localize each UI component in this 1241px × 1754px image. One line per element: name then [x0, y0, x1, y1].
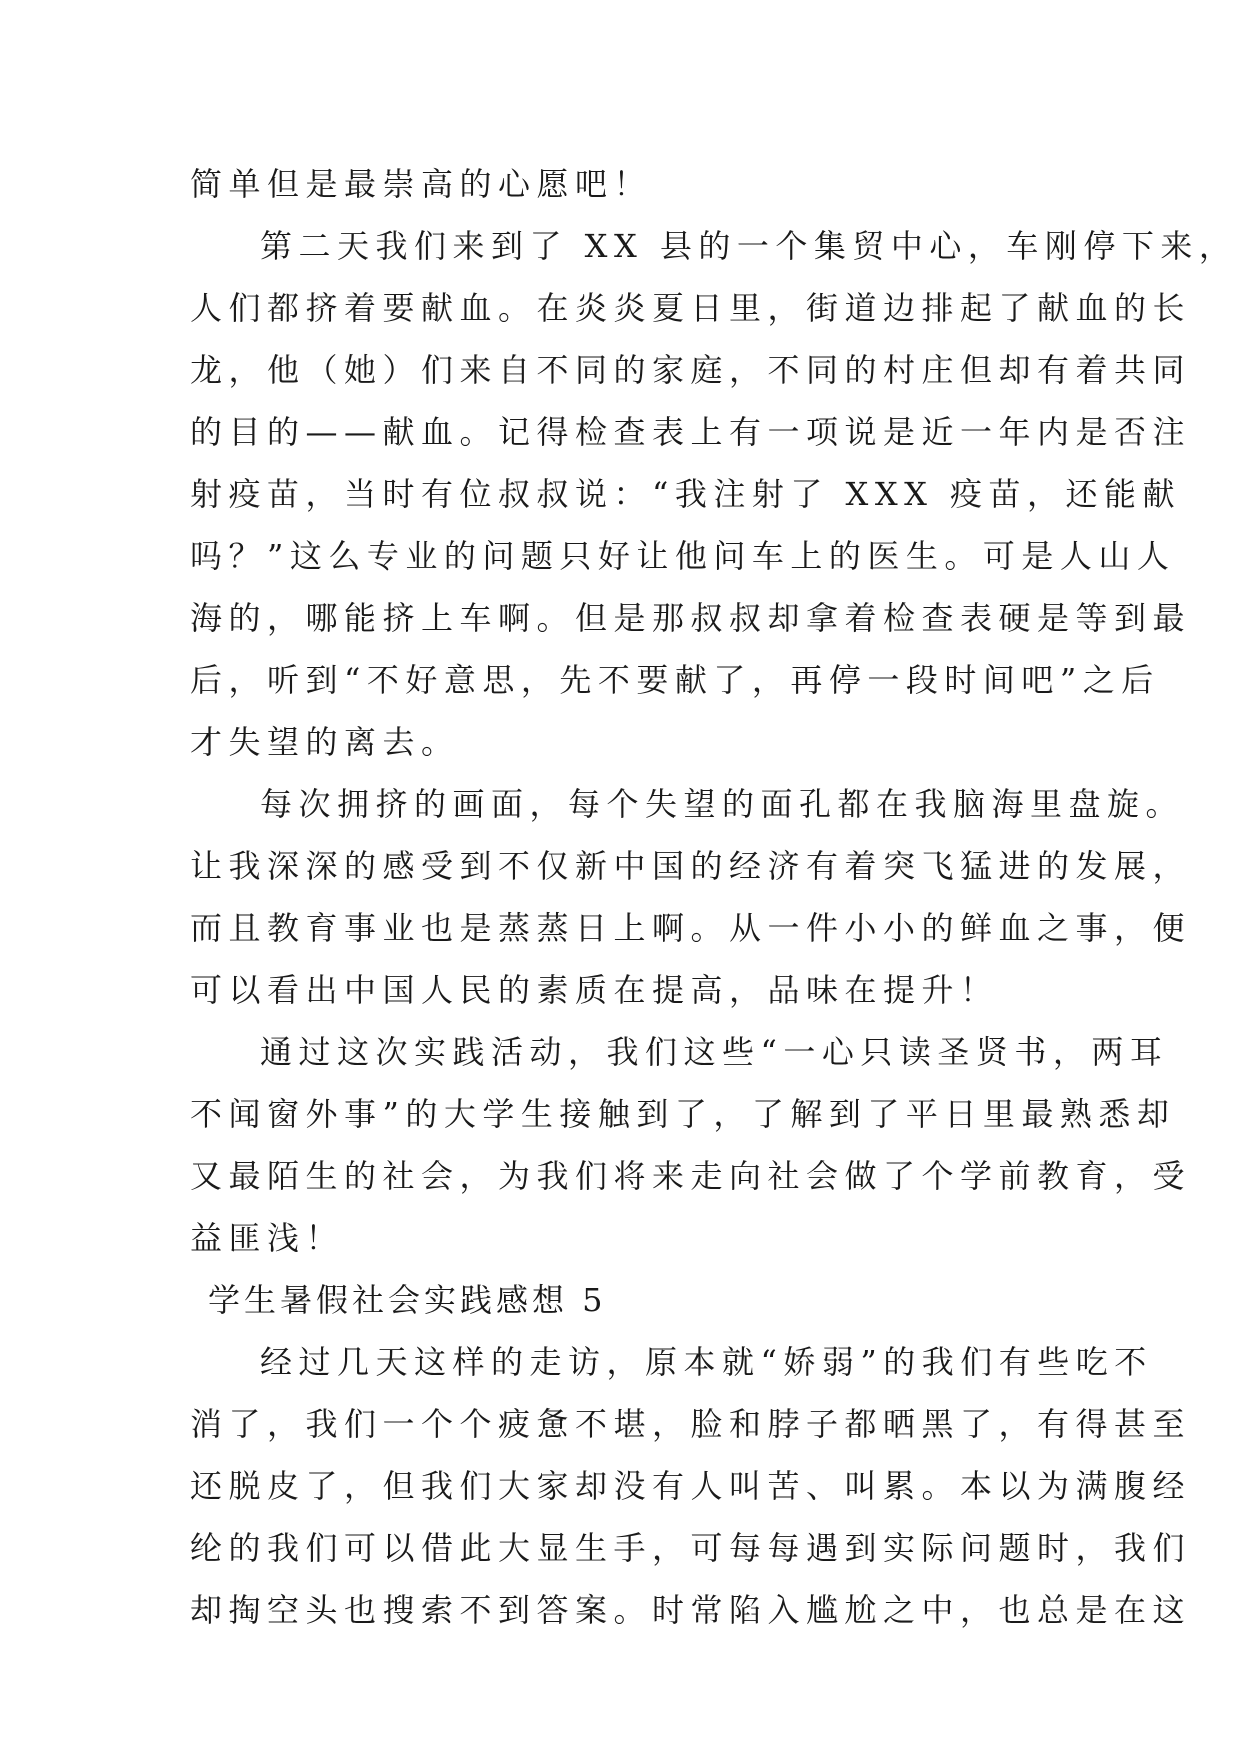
- text-line: 又最陌生的社会，为我们将来走向社会做了个学前教育，受: [190, 1157, 1192, 1195]
- text-line: 不闻窗外事”的大学生接触到了，了解到了平日里最熟悉却: [190, 1095, 1176, 1133]
- text-line: 消了，我们一个个疲惫不堪，脸和脖子都晒黑了，有得甚至: [190, 1405, 1192, 1443]
- text-line: 吗？”这么专业的问题只好让他问车上的医生。可是人山人: [190, 537, 1176, 575]
- text-line: 海的，哪能挤上车啊。但是那叔叔却拿着检查表硬是等到最: [190, 599, 1192, 637]
- paragraph-first-line: 第二天我们来到了 XX 县的一个集贸中心，车刚停下来，: [260, 227, 1238, 265]
- paragraph-first-line: 通过这次实践活动，我们这些“一心只读圣贤书，两耳: [260, 1033, 1169, 1071]
- paragraph-first-line: 每次拥挤的画面，每个失望的面孔都在我脑海里盘旋。: [260, 785, 1185, 823]
- body-text: [190, 153, 1238, 1641]
- section-heading: 学生暑假社会实践感想 5: [208, 1281, 607, 1319]
- paragraph-first-line: 经过几天这样的走访，原本就“娇弱”的我们有些吃不: [260, 1343, 1153, 1381]
- text-line: 简单但是最崇高的心愿吧！: [190, 165, 653, 203]
- text-line: 的目的——献血。记得检查表上有一项说是近一年内是否注: [190, 413, 1192, 451]
- text-line: 而且教育事业也是蒸蒸日上啊。从一件小小的鲜血之事，便: [190, 909, 1192, 947]
- text-line: 人们都挤着要献血。在炎炎夏日里，街道边排起了献血的长: [190, 289, 1192, 327]
- text-line: 还脱皮了，但我们大家却没有人叫苦、叫累。本以为满腹经: [190, 1467, 1192, 1505]
- text-line: 射疫苗，当时有位叔叔说：“我注射了 XXX 疫苗，还能献: [190, 475, 1182, 513]
- text-line: 纶的我们可以借此大显生手，可每每遇到实际问题时，我们: [190, 1529, 1192, 1567]
- text-line: 龙，他（她）们来自不同的家庭，不同的村庄但却有着共同: [190, 351, 1192, 389]
- text-line: 却掏空头也搜索不到答案。时常陷入尴尬之中，也总是在这: [190, 1591, 1192, 1629]
- text-line: 可以看出中国人民的素质在提高，品味在提升！: [190, 971, 999, 1009]
- text-line: 益匪浅！: [190, 1219, 345, 1257]
- text-line: 后，听到“不好意思，先不要献了，再停一段时间吧”之后: [190, 661, 1160, 699]
- text-line: 才失望的离去。: [190, 723, 460, 761]
- text-line: 让我深深的感受到不仅新中国的经济有着突飞猛进的发展，: [190, 847, 1192, 885]
